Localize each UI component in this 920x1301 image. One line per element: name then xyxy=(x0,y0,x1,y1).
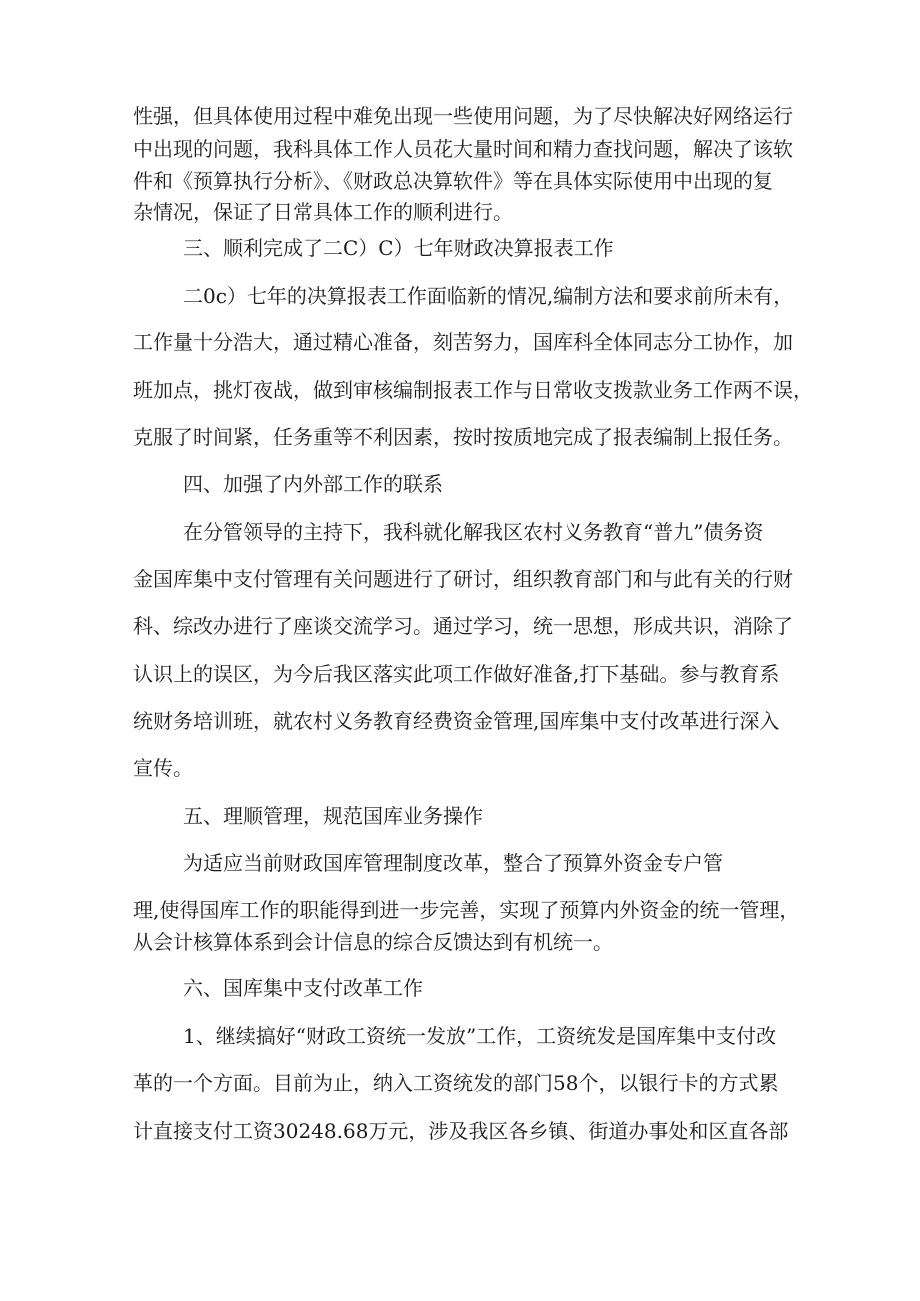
body-text-line: 计直接支付工资30248.68万元，涉及我区各乡镇、街道办事处和区直各部 xyxy=(133,1119,789,1143)
section-heading: 五、理顺管理，规范国库业务操作 xyxy=(183,804,483,828)
body-text-line: 工作量十分浩大，通过精心准备，刻苦努力，国库科全体同志分工协作，加 xyxy=(133,330,793,354)
body-text-line: 班加点，挑灯夜战，做到审核编制报表工作与日常收支拨款业务工作两不误， xyxy=(133,378,813,402)
body-text-line: 二0c）七年的决算报表工作面临新的情况,编制方法和要求前所未有， xyxy=(183,284,794,308)
body-text-line: 在分管领导的主持下，我科就化解我区农村义务教育“普九”债务资 xyxy=(183,520,764,544)
body-text-line: 金国库集中支付管理有关问题进行了研讨，组织教育部门和与此有关的行财 xyxy=(133,567,793,591)
body-text-line: 件和《预算执行分析》、《财政总决算软件》等在具体实际使用中出现的复 xyxy=(133,169,773,193)
body-text-line: 认识上的误区，为今后我区落实此项工作做好准备,打下基础。参与教育系 xyxy=(133,662,780,686)
body-text-line: 中出现的问题，我科具体工作人员花大量时间和精力查找问题，解决了该软 xyxy=(133,137,793,161)
body-text-line: 科、综改办进行了座谈交流学习。通过学习，统一思想，形成共识，消除了 xyxy=(133,614,793,638)
body-text-line: 1、继续搞好“财政工资统一发放”工作，工资统发是国库集中支付改 xyxy=(183,1024,777,1048)
section-heading: 四、加强了内外部工作的联系 xyxy=(183,472,443,496)
body-text-line: 从会计核算体系到会计信息的综合反馈达到有机统一。 xyxy=(133,930,613,954)
section-heading: 六、国库集中支付改革工作 xyxy=(183,976,423,1000)
body-text-line: 克服了时间紧，任务重等不利因素，按时按质地完成了报表编制上报任务。 xyxy=(133,425,793,449)
body-text-line: 革的一个方面。目前为止，纳入工资统发的部门58个，以银行卡的方式累 xyxy=(133,1071,779,1095)
body-text-line: 杂情况，保证了日常具体工作的顺利进行。 xyxy=(133,200,513,224)
body-text-line: 理,使得国库工作的职能得到进一步完善，实现了预算内外资金的统一管理， xyxy=(133,898,800,922)
section-heading: 三、顺利完成了二C）C）七年财政决算报表工作 xyxy=(183,236,614,260)
body-text-line: 性强，但具体使用过程中难免出现一些使用问题，为了尽快解决好网络运行 xyxy=(133,104,793,128)
body-text-line: 统财务培训班，就农村义务教育经费资金管理,国库集中支付改革进行深入 xyxy=(133,709,780,733)
body-text-line: 宣传。 xyxy=(133,756,193,780)
body-text-line: 为适应当前财政国库管理制度改革，整合了预算外资金专户管 xyxy=(183,851,723,875)
